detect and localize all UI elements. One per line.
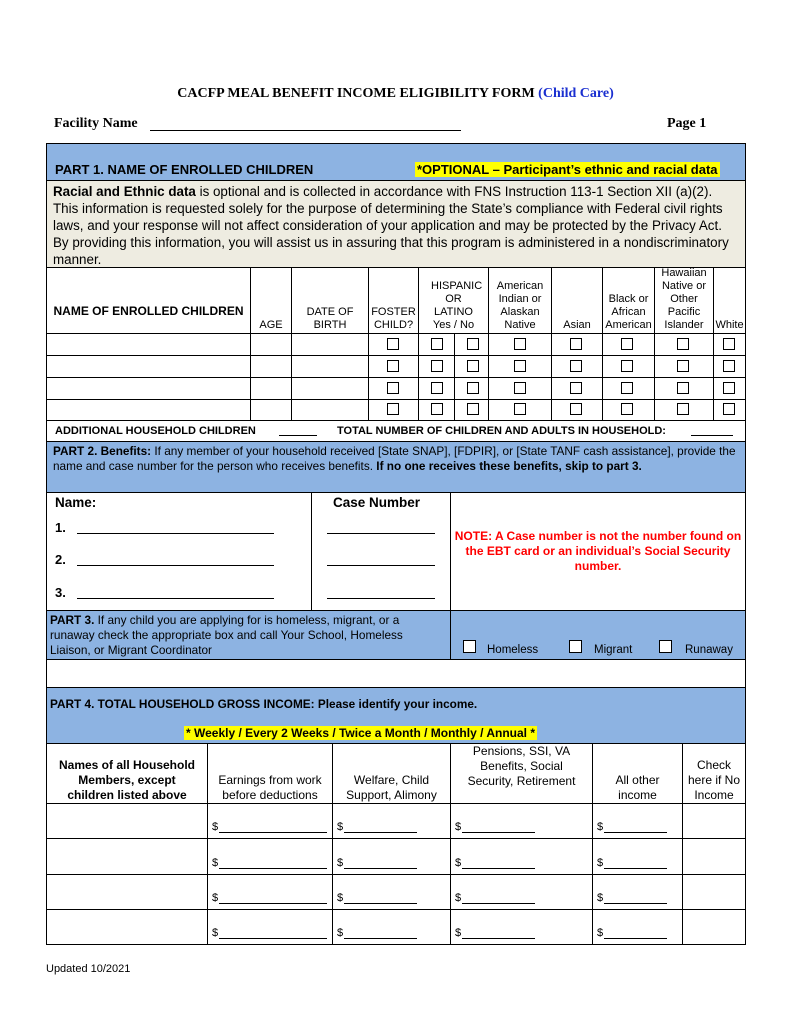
- part2-text: If any member of your household received [State SNAP], [FDPIR], or [State TANF cash assistance], provide the name and case number for the person who receives benefits.: [53, 444, 736, 473]
- foster-checkbox[interactable]: [387, 403, 399, 415]
- additional-children-field[interactable]: [279, 435, 317, 436]
- pensions-field[interactable]: [462, 832, 535, 833]
- foster-checkbox[interactable]: [387, 382, 399, 394]
- currency-symbol: $: [212, 857, 219, 869]
- col-age: AGE: [259, 319, 283, 331]
- currency-symbol: $: [337, 857, 344, 869]
- pensions-field[interactable]: [462, 938, 535, 939]
- white-checkbox[interactable]: [723, 338, 735, 350]
- part2-name-field[interactable]: [77, 565, 274, 566]
- asian-checkbox[interactable]: [570, 360, 582, 372]
- american-indian-checkbox[interactable]: [514, 360, 526, 372]
- income-frequency: * Weekly / Every 2 Weeks / Twice a Month / Monthly / Annual *: [186, 726, 535, 740]
- hispanic-no-checkbox[interactable]: [467, 360, 479, 372]
- currency-symbol: $: [337, 892, 344, 904]
- household-totals-row: [47, 421, 745, 441]
- part1-info-bold: Racial and Ethnic data: [53, 184, 196, 199]
- hispanic-yes-checkbox[interactable]: [431, 338, 443, 350]
- no-income-check[interactable]: [683, 804, 745, 838]
- foster-checkbox[interactable]: [387, 338, 399, 350]
- earnings-field[interactable]: [219, 832, 327, 833]
- part4-heading-tail: Please identify your income.: [314, 697, 478, 711]
- child-name-field[interactable]: [47, 400, 250, 420]
- earnings-field[interactable]: [219, 903, 327, 904]
- part2-name-field[interactable]: [77, 598, 274, 599]
- col-hawaiian: Hawaiian Native or Other Pacific Islander: [661, 267, 707, 331]
- part2-heading: PART 2. Benefits:: [53, 444, 152, 458]
- child-name-field[interactable]: [47, 378, 250, 399]
- col-american-indian: American Indian or Alaskan Native: [496, 280, 544, 331]
- part2-case-field[interactable]: [327, 565, 435, 566]
- runaway-label: Runaway: [685, 644, 733, 656]
- col-household-members: Names of all Household Members, except children listed above: [58, 758, 196, 802]
- child-dob-field[interactable]: [292, 334, 368, 355]
- hawaiian-checkbox[interactable]: [677, 338, 689, 350]
- hawaiian-checkbox[interactable]: [677, 382, 689, 394]
- no-income-check[interactable]: [683, 875, 745, 909]
- part3-text: If any child you are applying for is homeless, migrant, or a runaway check the appropriate box and call Your School, Homeless Liaison, or Migrant Coordinator: [50, 613, 403, 657]
- white-checkbox[interactable]: [723, 403, 735, 415]
- col-no-income: Check here if No Income: [687, 758, 741, 802]
- currency-symbol: $: [597, 892, 604, 904]
- child-dob-field[interactable]: [292, 356, 368, 377]
- pensions-field[interactable]: [462, 903, 535, 904]
- member-name-field[interactable]: [47, 839, 207, 874]
- col-white: White: [715, 319, 744, 331]
- white-checkbox[interactable]: [723, 382, 735, 394]
- part3-section: [47, 611, 745, 659]
- part1-info: [47, 181, 745, 267]
- other-income-field[interactable]: [604, 938, 667, 939]
- black-checkbox[interactable]: [621, 360, 633, 372]
- hispanic-yes-checkbox[interactable]: [431, 403, 443, 415]
- col-pensions: Pensions, SSI, VA Benefits, Social Security, Retirement: [467, 744, 576, 788]
- hispanic-yes-checkbox[interactable]: [431, 382, 443, 394]
- homeless-label: Homeless: [487, 644, 539, 656]
- welfare-field[interactable]: [344, 868, 417, 869]
- child-name-field[interactable]: [47, 334, 250, 355]
- asian-checkbox[interactable]: [570, 403, 582, 415]
- part2-entry-number: 2.: [55, 552, 66, 567]
- child-age-field[interactable]: [251, 334, 291, 355]
- asian-checkbox[interactable]: [570, 382, 582, 394]
- hispanic-yes-checkbox[interactable]: [431, 360, 443, 372]
- col-black: Black or African American: [605, 293, 652, 331]
- facility-name-field[interactable]: [150, 130, 461, 131]
- additional-children-label: ADDITIONAL HOUSEHOLD CHILDREN: [55, 425, 256, 437]
- child-age-field[interactable]: [251, 356, 291, 377]
- col-child-name: NAME OF ENROLLED CHILDREN: [53, 304, 244, 318]
- part2-case-label: Case Number: [333, 495, 421, 510]
- col-earnings: Earnings from work before deductions: [218, 773, 322, 802]
- part2-skip-note: If no one receives these benefits, skip to part 3.: [373, 459, 642, 473]
- american-indian-checkbox[interactable]: [514, 403, 526, 415]
- part3-description: [50, 613, 442, 658]
- migrant-label: Migrant: [594, 644, 633, 656]
- part1-header: [47, 144, 745, 180]
- part4-header: [47, 688, 745, 743]
- part2-entry-number: 3.: [55, 585, 66, 600]
- part3-heading: PART 3.: [50, 613, 95, 627]
- col-yes-no: Yes / No: [432, 319, 475, 331]
- white-checkbox[interactable]: [723, 360, 735, 372]
- facility-name-label: Facility Name: [54, 116, 138, 131]
- currency-symbol: $: [212, 821, 219, 833]
- child-name-field[interactable]: [47, 356, 250, 377]
- part2-case-field[interactable]: [327, 533, 435, 534]
- hispanic-no-checkbox[interactable]: [467, 403, 479, 415]
- part2-entry-number: 1.: [55, 520, 66, 535]
- black-checkbox[interactable]: [621, 338, 633, 350]
- currency-symbol: $: [212, 892, 219, 904]
- form-title-suffix: (Child Care): [538, 86, 614, 101]
- currency-symbol: $: [337, 927, 344, 939]
- currency-symbol: $: [455, 892, 462, 904]
- member-name-field[interactable]: [47, 804, 207, 838]
- runaway-checkbox[interactable]: [659, 640, 672, 653]
- child-age-field[interactable]: [251, 400, 291, 420]
- updated-date: Updated 10/2021: [46, 963, 131, 975]
- earnings-field[interactable]: [219, 868, 327, 869]
- part4-heading: PART 4. TOTAL HOUSEHOLD GROSS INCOME:: [50, 697, 315, 711]
- col-hispanic: HISPANIC OR LATINO: [431, 280, 483, 318]
- earnings-field[interactable]: [219, 938, 327, 939]
- american-indian-checkbox[interactable]: [514, 382, 526, 394]
- welfare-field[interactable]: [344, 938, 417, 939]
- page-number: Page 1: [667, 116, 707, 131]
- part1-heading: PART 1. NAME OF ENROLLED CHILDREN: [55, 162, 314, 177]
- total-household-label: TOTAL NUMBER OF CHILDREN AND ADULTS IN HOUSEHOLD:: [337, 425, 666, 437]
- currency-symbol: $: [337, 821, 344, 833]
- black-checkbox[interactable]: [621, 403, 633, 415]
- child-dob-field[interactable]: [292, 378, 368, 399]
- currency-symbol: $: [212, 927, 219, 939]
- col-welfare: Welfare, Child Support, Alimony: [346, 773, 437, 802]
- hispanic-no-checkbox[interactable]: [467, 382, 479, 394]
- col-foster: FOSTER CHILD?: [371, 306, 416, 331]
- hispanic-no-checkbox[interactable]: [467, 338, 479, 350]
- eligibility-form: [46, 143, 746, 945]
- homeless-checkbox[interactable]: [463, 640, 476, 653]
- total-household-field[interactable]: [691, 435, 733, 436]
- hawaiian-checkbox[interactable]: [677, 360, 689, 372]
- part1-optional-note: *OPTIONAL – Participant’s ethnic and racial data: [417, 162, 718, 177]
- welfare-field[interactable]: [344, 832, 417, 833]
- currency-symbol: $: [597, 857, 604, 869]
- case-number-note: NOTE: A Case number is not the number found on the EBT card or an individual’s Social Security number.: [454, 529, 742, 573]
- currency-symbol: $: [455, 857, 462, 869]
- other-income-field[interactable]: [604, 903, 667, 904]
- form-title-main: CACFP MEAL BENEFIT INCOME ELIGIBILITY FORM: [177, 86, 535, 101]
- col-dob: DATE OF BIRTH: [306, 306, 354, 331]
- part4-title: [50, 697, 477, 711]
- currency-symbol: $: [455, 927, 462, 939]
- child-age-field[interactable]: [251, 378, 291, 399]
- currency-symbol: $: [455, 821, 462, 833]
- child-dob-field[interactable]: [292, 400, 368, 420]
- american-indian-checkbox[interactable]: [514, 338, 526, 350]
- no-income-check[interactable]: [683, 839, 745, 874]
- pensions-field[interactable]: [462, 868, 535, 869]
- col-other-income: All other income: [615, 773, 660, 802]
- member-name-field[interactable]: [47, 910, 207, 944]
- form-title: [0, 86, 791, 102]
- part2-name-label: Name:: [55, 495, 97, 510]
- black-checkbox[interactable]: [621, 382, 633, 394]
- migrant-checkbox[interactable]: [569, 640, 582, 653]
- hawaiian-checkbox[interactable]: [677, 403, 689, 415]
- welfare-field[interactable]: [344, 903, 417, 904]
- other-income-field[interactable]: [604, 832, 667, 833]
- member-name-field[interactable]: [47, 875, 207, 909]
- part2-case-field[interactable]: [327, 598, 435, 599]
- part2-header: [47, 442, 745, 492]
- part1-info-text: is optional and is collected in accordance with FNS Instruction 113-1 Section XII (a)(2). This information is requested solely for the purpose of determining the State’s compliance with Federal civil rights laws, and your response will not affect consideration of your application and may be protected by the Privacy Act. By providing this information, you will assist us in assuring that this program is administered in a nondiscriminatory manner.: [53, 184, 729, 267]
- part2-name-field[interactable]: [77, 533, 274, 534]
- no-income-check[interactable]: [683, 910, 745, 944]
- currency-symbol: $: [597, 927, 604, 939]
- other-income-field[interactable]: [604, 868, 667, 869]
- currency-symbol: $: [597, 821, 604, 833]
- col-asian: Asian: [563, 319, 591, 331]
- asian-checkbox[interactable]: [570, 338, 582, 350]
- foster-checkbox[interactable]: [387, 360, 399, 372]
